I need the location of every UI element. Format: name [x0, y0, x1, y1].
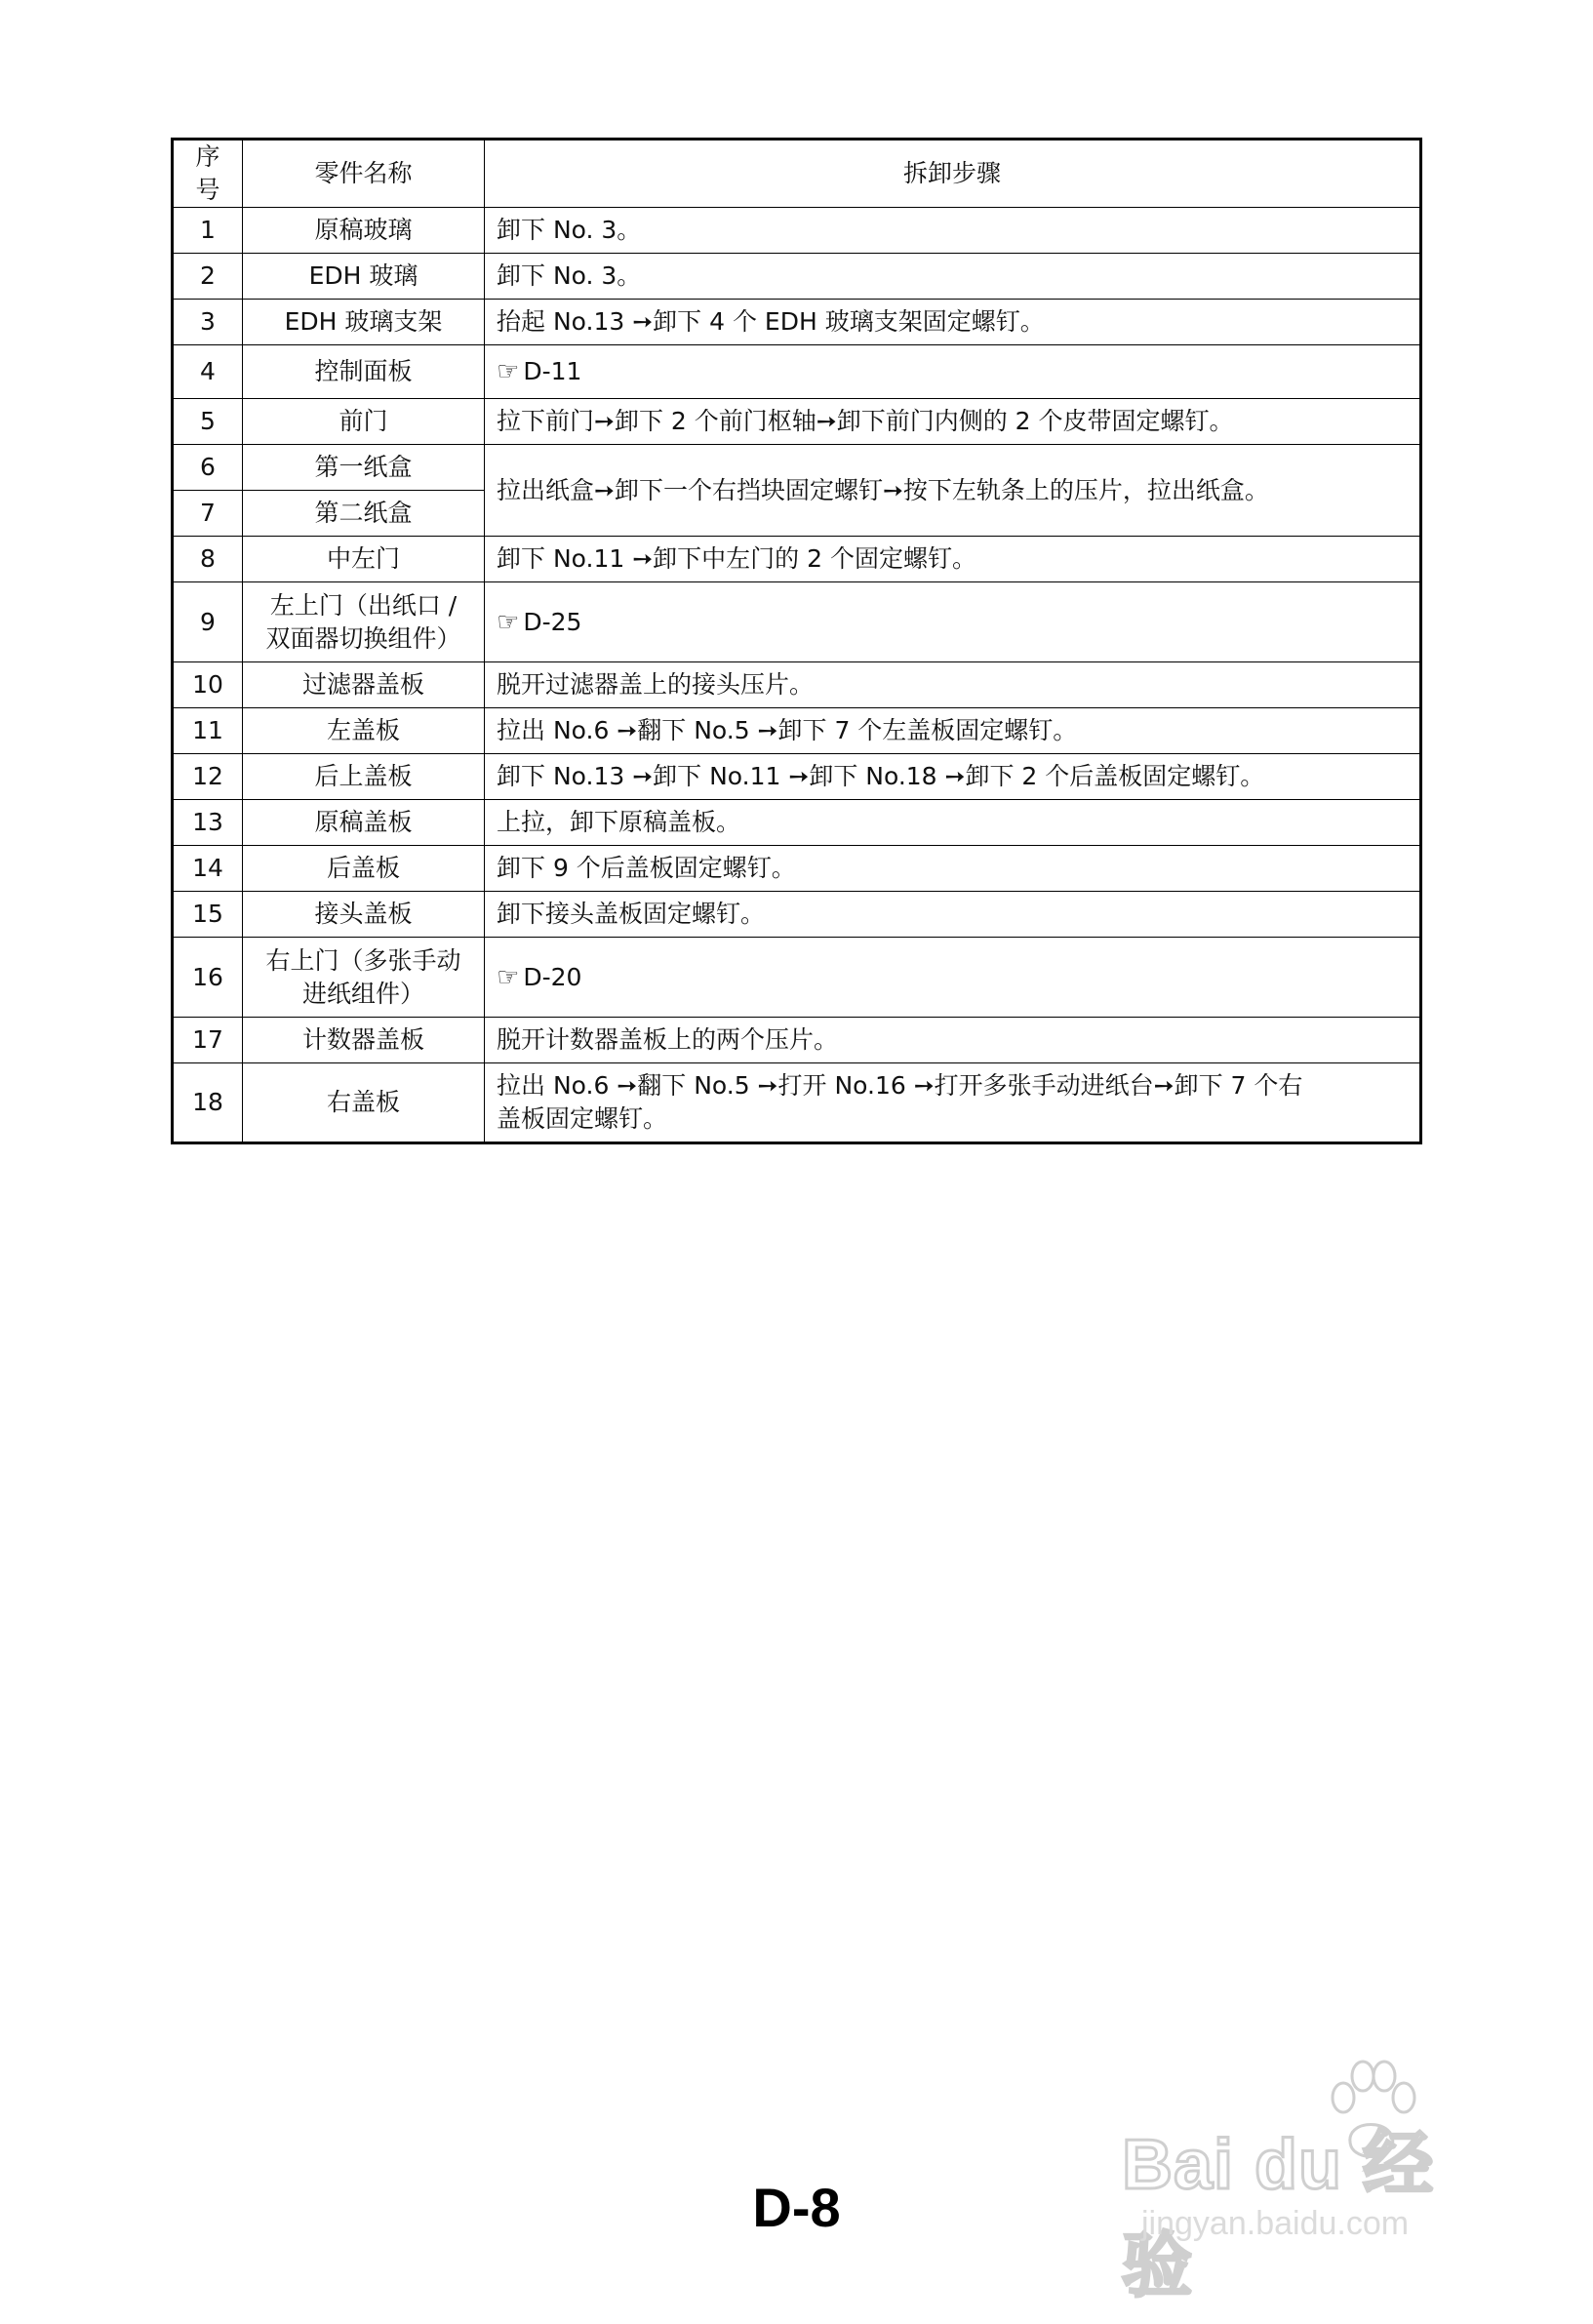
row-part-name: 后上盖板 — [243, 754, 485, 800]
table-row — [173, 254, 1421, 300]
row-no: 9 — [173, 582, 243, 662]
row-no: 16 — [173, 938, 243, 1018]
row-reference — [485, 345, 1421, 399]
row-no: 14 — [173, 846, 243, 892]
row-no: 13 — [173, 800, 243, 846]
row-step: 卸下 No.11 ➙卸下中左门的 2 个固定螺钉。 — [485, 537, 1421, 582]
row-no: 7 — [173, 491, 243, 537]
row-part-name: 右盖板 — [243, 1063, 485, 1143]
row-step: 抬起 No.13 ➙卸下 4 个 EDH 玻璃支架固定螺钉。 — [485, 300, 1421, 345]
table-row — [173, 938, 1421, 1018]
part-name-line: 进纸组件） — [301, 979, 424, 1008]
row-part-name: 计数器盖板 — [243, 1018, 485, 1063]
table-row — [173, 445, 1421, 491]
part-name-line: 左上门（出纸口 / — [269, 590, 458, 620]
table-row — [173, 582, 1421, 662]
table-row — [173, 662, 1421, 708]
row-part-name: 过滤器盖板 — [243, 662, 485, 708]
row-reference — [485, 938, 1421, 1018]
row-step: 上拉，卸下原稿盖板。 — [485, 800, 1421, 846]
row-part-name: 控制面板 — [243, 345, 485, 399]
row-part-name: 后盖板 — [243, 846, 485, 892]
table-row — [173, 754, 1421, 800]
row-step: 拉下前门➙卸下 2 个前门枢轴➙卸下前门内侧的 2 个皮带固定螺钉。 — [485, 399, 1421, 445]
row-step: 卸下 No. 3。 — [485, 208, 1421, 254]
row-step: 卸下接头盖板固定螺钉。 — [485, 892, 1421, 938]
hand-pointing-icon: ☞ — [497, 357, 520, 386]
row-step: 脱开计数器盖板上的两个压片。 — [485, 1018, 1421, 1063]
row-part-name — [243, 938, 485, 1018]
table-row — [173, 300, 1421, 345]
row-no: 3 — [173, 300, 243, 345]
header-no: 序号 — [173, 140, 243, 208]
step-line: 盖板固定螺钉。 — [497, 1104, 668, 1133]
row-no: 10 — [173, 662, 243, 708]
row-no: 5 — [173, 399, 243, 445]
watermark-brand-text: Bai du 经验 — [1122, 2126, 1435, 2305]
row-part-name: 原稿玻璃 — [243, 208, 485, 254]
part-name-line: 右上门（多张手动 — [265, 945, 461, 975]
row-no: 12 — [173, 754, 243, 800]
table-row — [173, 345, 1421, 399]
table-row — [173, 1018, 1421, 1063]
row-part-name: 中左门 — [243, 537, 485, 582]
row-no: 4 — [173, 345, 243, 399]
row-step — [485, 1063, 1421, 1143]
row-no: 1 — [173, 208, 243, 254]
table-row — [173, 399, 1421, 445]
reference-page: D-11 — [523, 357, 582, 385]
row-reference — [485, 582, 1421, 662]
table-row — [173, 800, 1421, 846]
row-part-name: 第二纸盒 — [243, 491, 485, 537]
row-part-name: 接头盖板 — [243, 892, 485, 938]
row-no: 11 — [173, 708, 243, 754]
table-header-row — [173, 140, 1421, 208]
disassembly-table — [171, 138, 1422, 1144]
header-part-name: 零件名称 — [243, 140, 485, 208]
step-line: 拉出 No.6 ➙翻下 No.5 ➙打开 No.16 ➙打开多张手动进纸台➙卸下 7 个右 — [497, 1071, 1303, 1100]
watermark-url-text: jingyan.baidu.com — [1141, 2205, 1410, 2242]
row-part-name — [243, 582, 485, 662]
row-part-name: 前门 — [243, 399, 485, 445]
reference-page: D-20 — [523, 962, 582, 991]
row-no: 18 — [173, 1063, 243, 1143]
row-no: 17 — [173, 1018, 243, 1063]
table-row — [173, 846, 1421, 892]
page-number: D-8 — [752, 2177, 841, 2238]
table-row — [173, 537, 1421, 582]
row-part-name: EDH 玻璃 — [243, 254, 485, 300]
reference-page: D-25 — [523, 607, 582, 636]
part-name-line: 双面器切换组件） — [265, 623, 461, 653]
row-no: 6 — [173, 445, 243, 491]
row-no: 8 — [173, 537, 243, 582]
row-no: 15 — [173, 892, 243, 938]
table-row — [173, 892, 1421, 938]
row-step: 卸下 9 个后盖板固定螺钉。 — [485, 846, 1421, 892]
row-no: 2 — [173, 254, 243, 300]
hand-pointing-icon: ☞ — [497, 607, 520, 637]
hand-pointing-icon: ☞ — [497, 962, 520, 992]
header-steps: 拆卸步骤 — [485, 140, 1421, 208]
row-step: 卸下 No. 3。 — [485, 254, 1421, 300]
row-part-name: 左盖板 — [243, 708, 485, 754]
row-part-name: 原稿盖板 — [243, 800, 485, 846]
row-part-name: 第一纸盒 — [243, 445, 485, 491]
table-row — [173, 208, 1421, 254]
row-step: 脱开过滤器盖上的接头压片。 — [485, 662, 1421, 708]
table-row — [173, 1063, 1421, 1143]
row-step: 卸下 No.13 ➙卸下 No.11 ➙卸下 No.18 ➙卸下 2 个后盖板固定螺钉。 — [485, 754, 1421, 800]
row-step: 拉出纸盒➙卸下一个右挡块固定螺钉➙按下左轨条上的压片，拉出纸盒。 — [485, 445, 1421, 537]
table-row — [173, 708, 1421, 754]
row-part-name: EDH 玻璃支架 — [243, 300, 485, 345]
row-step: 拉出 No.6 ➙翻下 No.5 ➙卸下 7 个左盖板固定螺钉。 — [485, 708, 1421, 754]
